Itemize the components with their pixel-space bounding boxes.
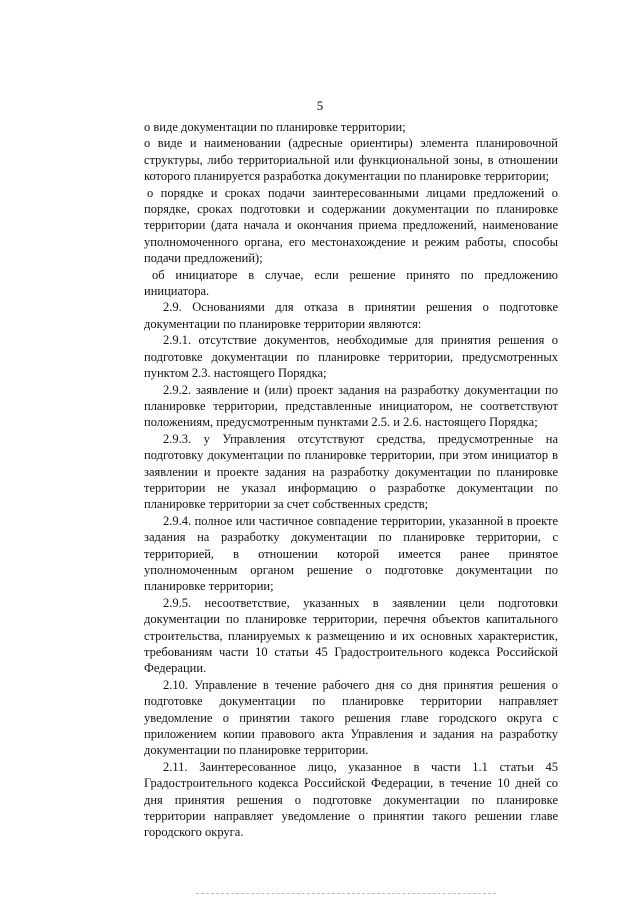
paragraph-initiator: об инициаторе в случае, если решение принято по предложению инициатора. (144, 267, 558, 299)
paragraph-2-11: 2.11. Заинтересованное лицо, указанное в части 1.1 статьи 45 Градостроительного кодекса Российской Федерации, в течение 10 дней со дня принятия решения о подготовке документации по планировке территории направляет уведомление о принятии такого решении главе городского округа. (144, 759, 558, 840)
paragraph-2-9: 2.9. Основаниями для отказа в принятии решения о подготовке документации по планировке территории являются: (144, 300, 558, 331)
paragraph-2-9-1: 2.9.1. отсутствие документов, необходимые для принятия решения о подготовке документации по планировке территории, предусмотренных пунктом 2.3. настоящего Порядка; (144, 333, 558, 381)
page-number: 5 (316, 98, 324, 113)
document-body (144, 119, 558, 841)
paragraph-2-9-2: 2.9.2. заявление и (или) проект задания на разработку документации по планировке территории, представленные инициатором, не соответствуют положениям, предусмотренным пунктами 2.5. и 2.6. настоящего Порядка; (144, 382, 558, 430)
paragraph-plan-doc-type: о виде документации по планировке территории; (144, 120, 406, 134)
paragraph-2-10: 2.10. Управление в течение рабочего дня со дня принятия решения о подготовке документации по планировке территории направляет уведомление о принятии такого решения главе городского округа с приложением копии правового акта Управления и задания на разработку документации по планировке территории. (144, 677, 558, 758)
paragraph-2-9-5: 2.9.5. несоответствие, указанных в заявлении цели подготовки документации по планировке территории, перечня объектов капитального строительства, планируемых к размещению и их основных характеристик, требованиям части 10 статьи 45 Градостроительного кодекса Российской Федерации. (144, 595, 558, 676)
paragraph-proposal-procedure: о порядке и сроках подачи заинтересованными лицами предложений о порядке, сроках подготовки и содержании документации по планировке территории (дата начала и окончания приема предложений, наименование уполномоченного органа, его местонахождение и режим работы, способы подачи предложений); (144, 185, 558, 266)
paragraph-2-9-4: 2.9.4. полное или частичное совпадение территории, указанной в проекте задания на разработку документации по планировке территории, с территорией, в отношении которой имеется ранее принятое уполномоченным органом решение о подготовке документации по планировке территории; (144, 513, 558, 594)
paragraph-planning-element: о виде и наименовании (адресные ориентиры) элемента планировочной структуры, либо территориальной или функциональной зоны, в отношении которого планируется разработка документации по планировке территории; (144, 136, 558, 184)
scan-edge-artifact (196, 893, 496, 897)
paragraph-2-9-3: 2.9.3. у Управления отсутствуют средства, предусмотренные на подготовку документации по планировке территории, при этом инициатор в заявлении и проекте задания на разработку документации по планировке территории не указал информацию о разработке документации по планировке территории за счет собственных средств; (144, 431, 558, 512)
